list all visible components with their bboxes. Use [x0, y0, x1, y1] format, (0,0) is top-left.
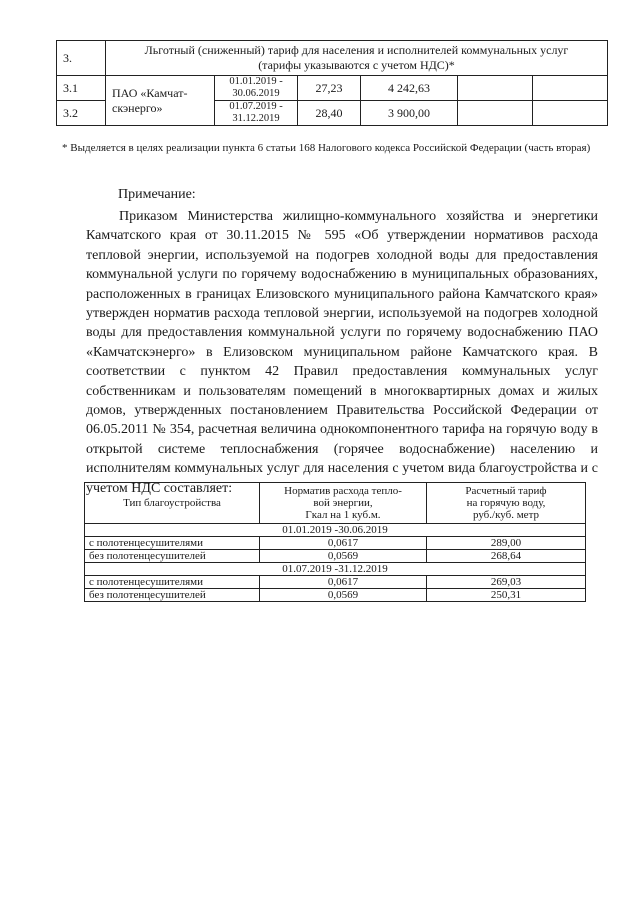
note-body: Приказом Министерства жилищно-коммунального хозяйства и энергетики Камчатского края от 30.11.2015 № 595 «Об утверждении нормативов расхода тепловой энергии, используемой на подогрев холодной воды для предоставления коммунальной услуги по горячему водоснабжению в муниципальных образованиях, расположенных в границах Елизовского муниципального района Камчатского края» утвержден норматив расхода тепловой энергии, используемой на подогрев холодной воды для предоставления коммунальной услуги по горячему водоснабжению ПАО «Камчатскэнерго» в Елизовском муниципальном районе Камчатского края. В соответствии с пунктом 42 Правил предоставления коммунальных услуг собственникам и пользователям помещений в многоквартирных домах и жилых домов, утвержденных постановлением Правительства Российской Федерации от 06.05.2011 № 354, расчетная величина однокомпонентного тарифа на горячую воду в открытой системе теплоснабжения (горячее водоснабжение) населению и исполнителям коммунальных услуг для населения с учетом вида благоустройства и с учетом НДС составляет:: [86, 209, 598, 496]
period-end: 30.06.2019: [232, 88, 280, 99]
tariff-section-title: [106, 41, 608, 76]
period-row: [85, 563, 586, 576]
tariff-value-2: 3 900,00: [361, 101, 458, 126]
table-row: [85, 589, 586, 602]
tariff-value: 268,64: [427, 550, 586, 563]
tariff-value: 269,03: [427, 576, 586, 589]
tariff-title-line1: Льготный (сниженный) тариф для населения и исполнителей коммунальных услуг: [144, 43, 569, 57]
organization-line1: ПАО «Камчат-: [112, 85, 188, 100]
header-tariff: [427, 483, 586, 524]
fixture-type: с полотенцесушителями: [85, 537, 260, 550]
period-row: [85, 524, 586, 537]
empty-cell: [458, 76, 533, 101]
header-norm-line1: Норматив расхода тепло-: [284, 485, 402, 497]
note-title: Примечание:: [118, 187, 196, 202]
header-norm: [260, 483, 427, 524]
norm-table-header: [85, 483, 586, 524]
table-row: [85, 576, 586, 589]
norm-value: 0,0617: [260, 576, 427, 589]
norm-table: [84, 482, 586, 602]
period-start: 01.01.2019 -: [229, 76, 283, 87]
tariff-section-number: 3.: [57, 41, 106, 76]
header-norm-line3: Гкал на 1 куб.м.: [305, 509, 381, 521]
tariff-value: 250,31: [427, 589, 586, 602]
period-end: 31.12.2019: [232, 113, 280, 124]
organization-line2: скэнерго»: [112, 100, 163, 115]
fixture-type: с полотенцесушителями: [85, 576, 260, 589]
tariff-table: [56, 40, 608, 126]
organization-cell: [106, 76, 215, 126]
period-cell: [215, 101, 298, 126]
norm-value: 0,0569: [260, 550, 427, 563]
header-type: Тип благоустройства: [85, 483, 260, 524]
header-tariff-line2: на горячую воду,: [466, 497, 546, 509]
tariff-title-line2: (тарифы указываются с учетом НДС)*: [258, 58, 455, 72]
row-number: 3.2: [57, 101, 106, 126]
header-norm-line2: вой энергии,: [313, 497, 373, 509]
header-tariff-line3: руб./куб. метр: [472, 509, 540, 521]
period-label: 01.01.2019 -30.06.2019: [85, 524, 586, 537]
period-cell: [215, 76, 298, 101]
tariff-header-row: [57, 41, 608, 76]
table-row: [57, 76, 608, 101]
footnote: * Выделяется в целях реализации пункта 6 статьи 168 Налогового кодекса Российской Федерации (часть вторая): [62, 142, 591, 154]
tariff-value-1: 27,23: [298, 76, 361, 101]
table-row: [85, 550, 586, 563]
header-tariff-line1: Расчетный тариф: [465, 485, 547, 497]
table-row: [85, 537, 586, 550]
tariff-value-2: 4 242,63: [361, 76, 458, 101]
period-label: 01.07.2019 -31.12.2019: [85, 563, 586, 576]
fixture-type: без полотенцесушителей: [85, 550, 260, 563]
empty-cell: [458, 101, 533, 126]
norm-value: 0,0617: [260, 537, 427, 550]
row-number: 3.1: [57, 76, 106, 101]
norm-value: 0,0569: [260, 589, 427, 602]
empty-cell: [533, 76, 608, 101]
tariff-value-1: 28,40: [298, 101, 361, 126]
empty-cell: [533, 101, 608, 126]
fixture-type: без полотенцесушителей: [85, 589, 260, 602]
tariff-value: 289,00: [427, 537, 586, 550]
period-start: 01.07.2019 -: [229, 101, 283, 112]
